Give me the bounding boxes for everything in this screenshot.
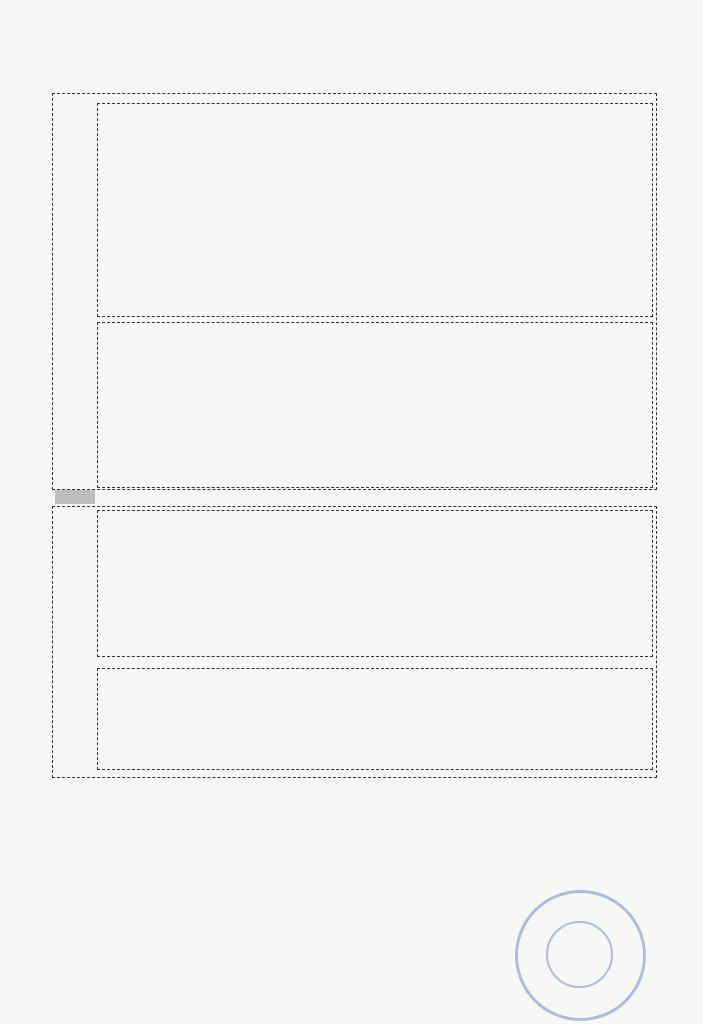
other-frame [97,668,653,770]
timber-frame [97,510,653,657]
separator-block [55,490,95,504]
capital-frame [97,322,653,488]
labour-frame [97,103,653,317]
official-stamp [515,890,646,1021]
